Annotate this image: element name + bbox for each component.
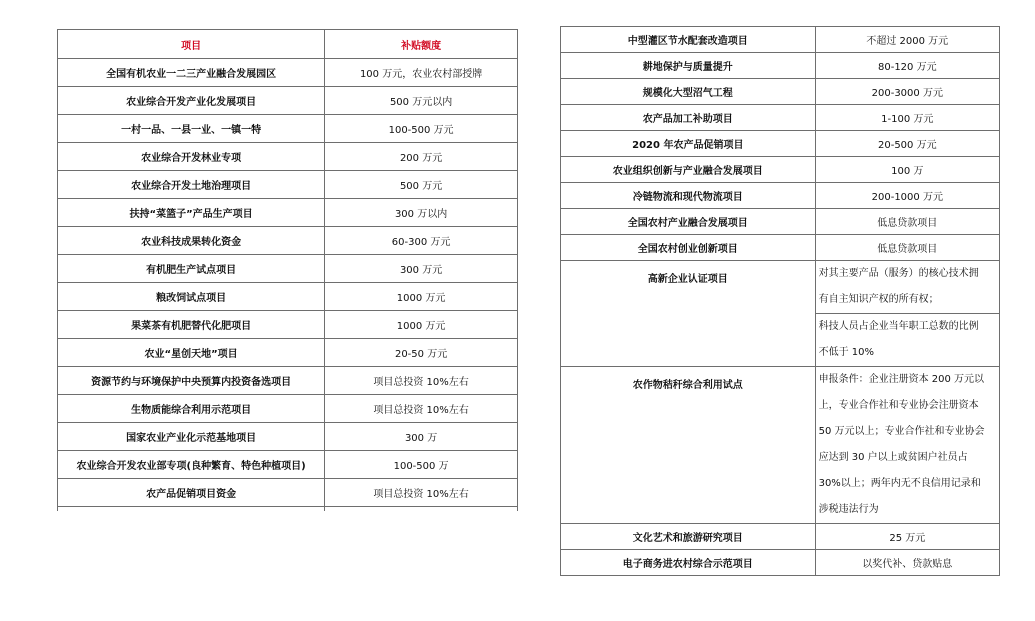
project-name: 全国农村产业融合发展项目 <box>561 209 816 235</box>
table-row <box>561 105 1000 131</box>
project-name: 农作物秸秆综合利用试点 <box>561 367 816 524</box>
subsidy-amount: 500 万元以内 <box>325 87 518 115</box>
project-name: 粮改饲试点项目 <box>58 283 325 311</box>
header-amount: 补贴额度 <box>325 30 518 59</box>
project-name: 冷链物流和现代物流项目 <box>561 183 816 209</box>
subsidy-amount: 低息贷款项目 <box>815 235 999 261</box>
subsidy-amount: 项目总投资 10%左右 <box>325 479 518 507</box>
subsidy-amount: 100 万元，农业农村部授牌 <box>325 59 518 87</box>
table-row <box>58 115 518 143</box>
project-name: 一村一品、一县一业、一镇一特 <box>58 115 325 143</box>
subsidy-amount: 200 万元 <box>325 143 518 171</box>
table-row <box>561 550 1000 576</box>
table-row <box>561 235 1000 261</box>
subsidy-amount: 200-3000 万元 <box>815 79 999 105</box>
project-name: 农业科技成果转化资金 <box>58 227 325 255</box>
table-row <box>58 283 518 311</box>
table-row <box>58 395 518 423</box>
subsidy-amount: 项目总投资 10%左右 <box>325 395 518 423</box>
header-project: 项目 <box>58 30 325 59</box>
subsidy-amount: 300 万以内 <box>325 199 518 227</box>
project-name: 高新企业认证项目 <box>561 261 816 367</box>
empty-cell <box>325 507 518 512</box>
table-row <box>58 479 518 507</box>
requirement-line: 30%以上；两年内无不良信用记录和 <box>818 478 981 489</box>
table-row-straw <box>561 367 1000 524</box>
project-name: 农产品加工补助项目 <box>561 105 816 131</box>
table-row <box>561 183 1000 209</box>
requirement-line: 应达到 30 户以上或贫困户社员占 <box>818 452 968 463</box>
subsidy-amount: 不超过 2000 万元 <box>815 27 999 53</box>
table-row <box>58 339 518 367</box>
subsidy-amount: 60-300 万元 <box>325 227 518 255</box>
project-name: 资源节约与环境保护中央预算内投资备选项目 <box>58 367 325 395</box>
table-row <box>58 199 518 227</box>
table-row <box>561 53 1000 79</box>
subsidy-amount: 1-100 万元 <box>815 105 999 131</box>
table-row <box>561 79 1000 105</box>
project-name: 国家农业产业化示范基地项目 <box>58 423 325 451</box>
table-row <box>58 59 518 87</box>
subsidy-amount: 1000 万元 <box>325 311 518 339</box>
table-row <box>58 227 518 255</box>
table-continuation-row <box>58 507 518 512</box>
project-name: 果菜茶有机肥替代化肥项目 <box>58 311 325 339</box>
table-row <box>561 524 1000 550</box>
project-name: 生物质能综合利用示范项目 <box>58 395 325 423</box>
project-name: 中型灌区节水配套改造项目 <box>561 27 816 53</box>
subsidy-amount: 低息贷款项目 <box>815 209 999 235</box>
project-name: 规模化大型沼气工程 <box>561 79 816 105</box>
requirement-line: 科技人员占企业当年职工总数的比例 <box>816 313 999 340</box>
project-name: 农业组织创新与产业融合发展项目 <box>561 157 816 183</box>
project-name: 农业“星创天地”项目 <box>58 339 325 367</box>
subsidy-amount: 300 万 <box>325 423 518 451</box>
subsidy-amount: 项目总投资 10%左右 <box>325 367 518 395</box>
project-name: 农业综合开发土地治理项目 <box>58 171 325 199</box>
project-name: 2020 年农产品促销项目 <box>561 131 816 157</box>
table-row <box>561 131 1000 157</box>
subsidy-amount: 25 万元 <box>815 524 999 550</box>
requirement-line: 上，专业合作社和专业协会注册资本 <box>818 400 979 411</box>
empty-cell <box>58 507 325 512</box>
table-row <box>58 171 518 199</box>
project-name: 有机肥生产试点项目 <box>58 255 325 283</box>
table-row <box>58 143 518 171</box>
requirement-line: 申报条件：企业注册资本 200 万元以 <box>818 374 985 385</box>
table-row <box>58 451 518 479</box>
subsidy-amount: 300 万元 <box>325 255 518 283</box>
project-name: 农业综合开发林业专项 <box>58 143 325 171</box>
project-name: 全国农村创业创新项目 <box>561 235 816 261</box>
table-row <box>561 209 1000 235</box>
table-row <box>58 311 518 339</box>
requirement-line: 有自主知识产权的所有权； <box>818 294 939 305</box>
project-name: 耕地保护与质量提升 <box>561 53 816 79</box>
requirement-line: 涉税违法行为 <box>818 504 879 515</box>
subsidy-amount: 1000 万元 <box>325 283 518 311</box>
table-header-row <box>58 30 518 59</box>
table-row <box>58 87 518 115</box>
subsidy-amount: 20-50 万元 <box>325 339 518 367</box>
requirement-line: 50 万元以上；专业合作社和专业协会 <box>818 426 985 437</box>
project-name: 文化艺术和旅游研究项目 <box>561 524 816 550</box>
table-row-high-tech <box>561 261 1000 367</box>
requirement-line: 对其主要产品（服务）的核心技术拥 <box>818 268 979 279</box>
subsidy-table-right <box>560 26 1000 576</box>
requirement-line: 不低于 10% <box>818 347 874 358</box>
project-name: 农业综合开发产业化发展项目 <box>58 87 325 115</box>
table-row <box>561 27 1000 53</box>
project-name: 农业综合开发农业部专项(良种繁育、特色种植项目) <box>58 451 325 479</box>
table-row <box>58 423 518 451</box>
subsidy-amount: 500 万元 <box>325 171 518 199</box>
requirements-cell <box>815 261 999 367</box>
project-name: 农产品促销项目资金 <box>58 479 325 507</box>
subsidy-amount: 100-500 万元 <box>325 115 518 143</box>
subsidy-amount: 100-500 万 <box>325 451 518 479</box>
subsidy-amount: 100 万 <box>815 157 999 183</box>
table-row <box>561 157 1000 183</box>
table-row <box>58 255 518 283</box>
subsidy-table-left <box>57 29 518 511</box>
subsidy-amount: 80-120 万元 <box>815 53 999 79</box>
requirements-cell <box>815 367 999 524</box>
subsidy-amount: 以奖代补、贷款贴息 <box>815 550 999 576</box>
subsidy-amount: 200-1000 万元 <box>815 183 999 209</box>
subsidy-amount: 20-500 万元 <box>815 131 999 157</box>
table-row <box>58 367 518 395</box>
project-name: 扶持“菜篮子”产品生产项目 <box>58 199 325 227</box>
project-name: 全国有机农业一二三产业融合发展园区 <box>58 59 325 87</box>
project-name: 电子商务进农村综合示范项目 <box>561 550 816 576</box>
